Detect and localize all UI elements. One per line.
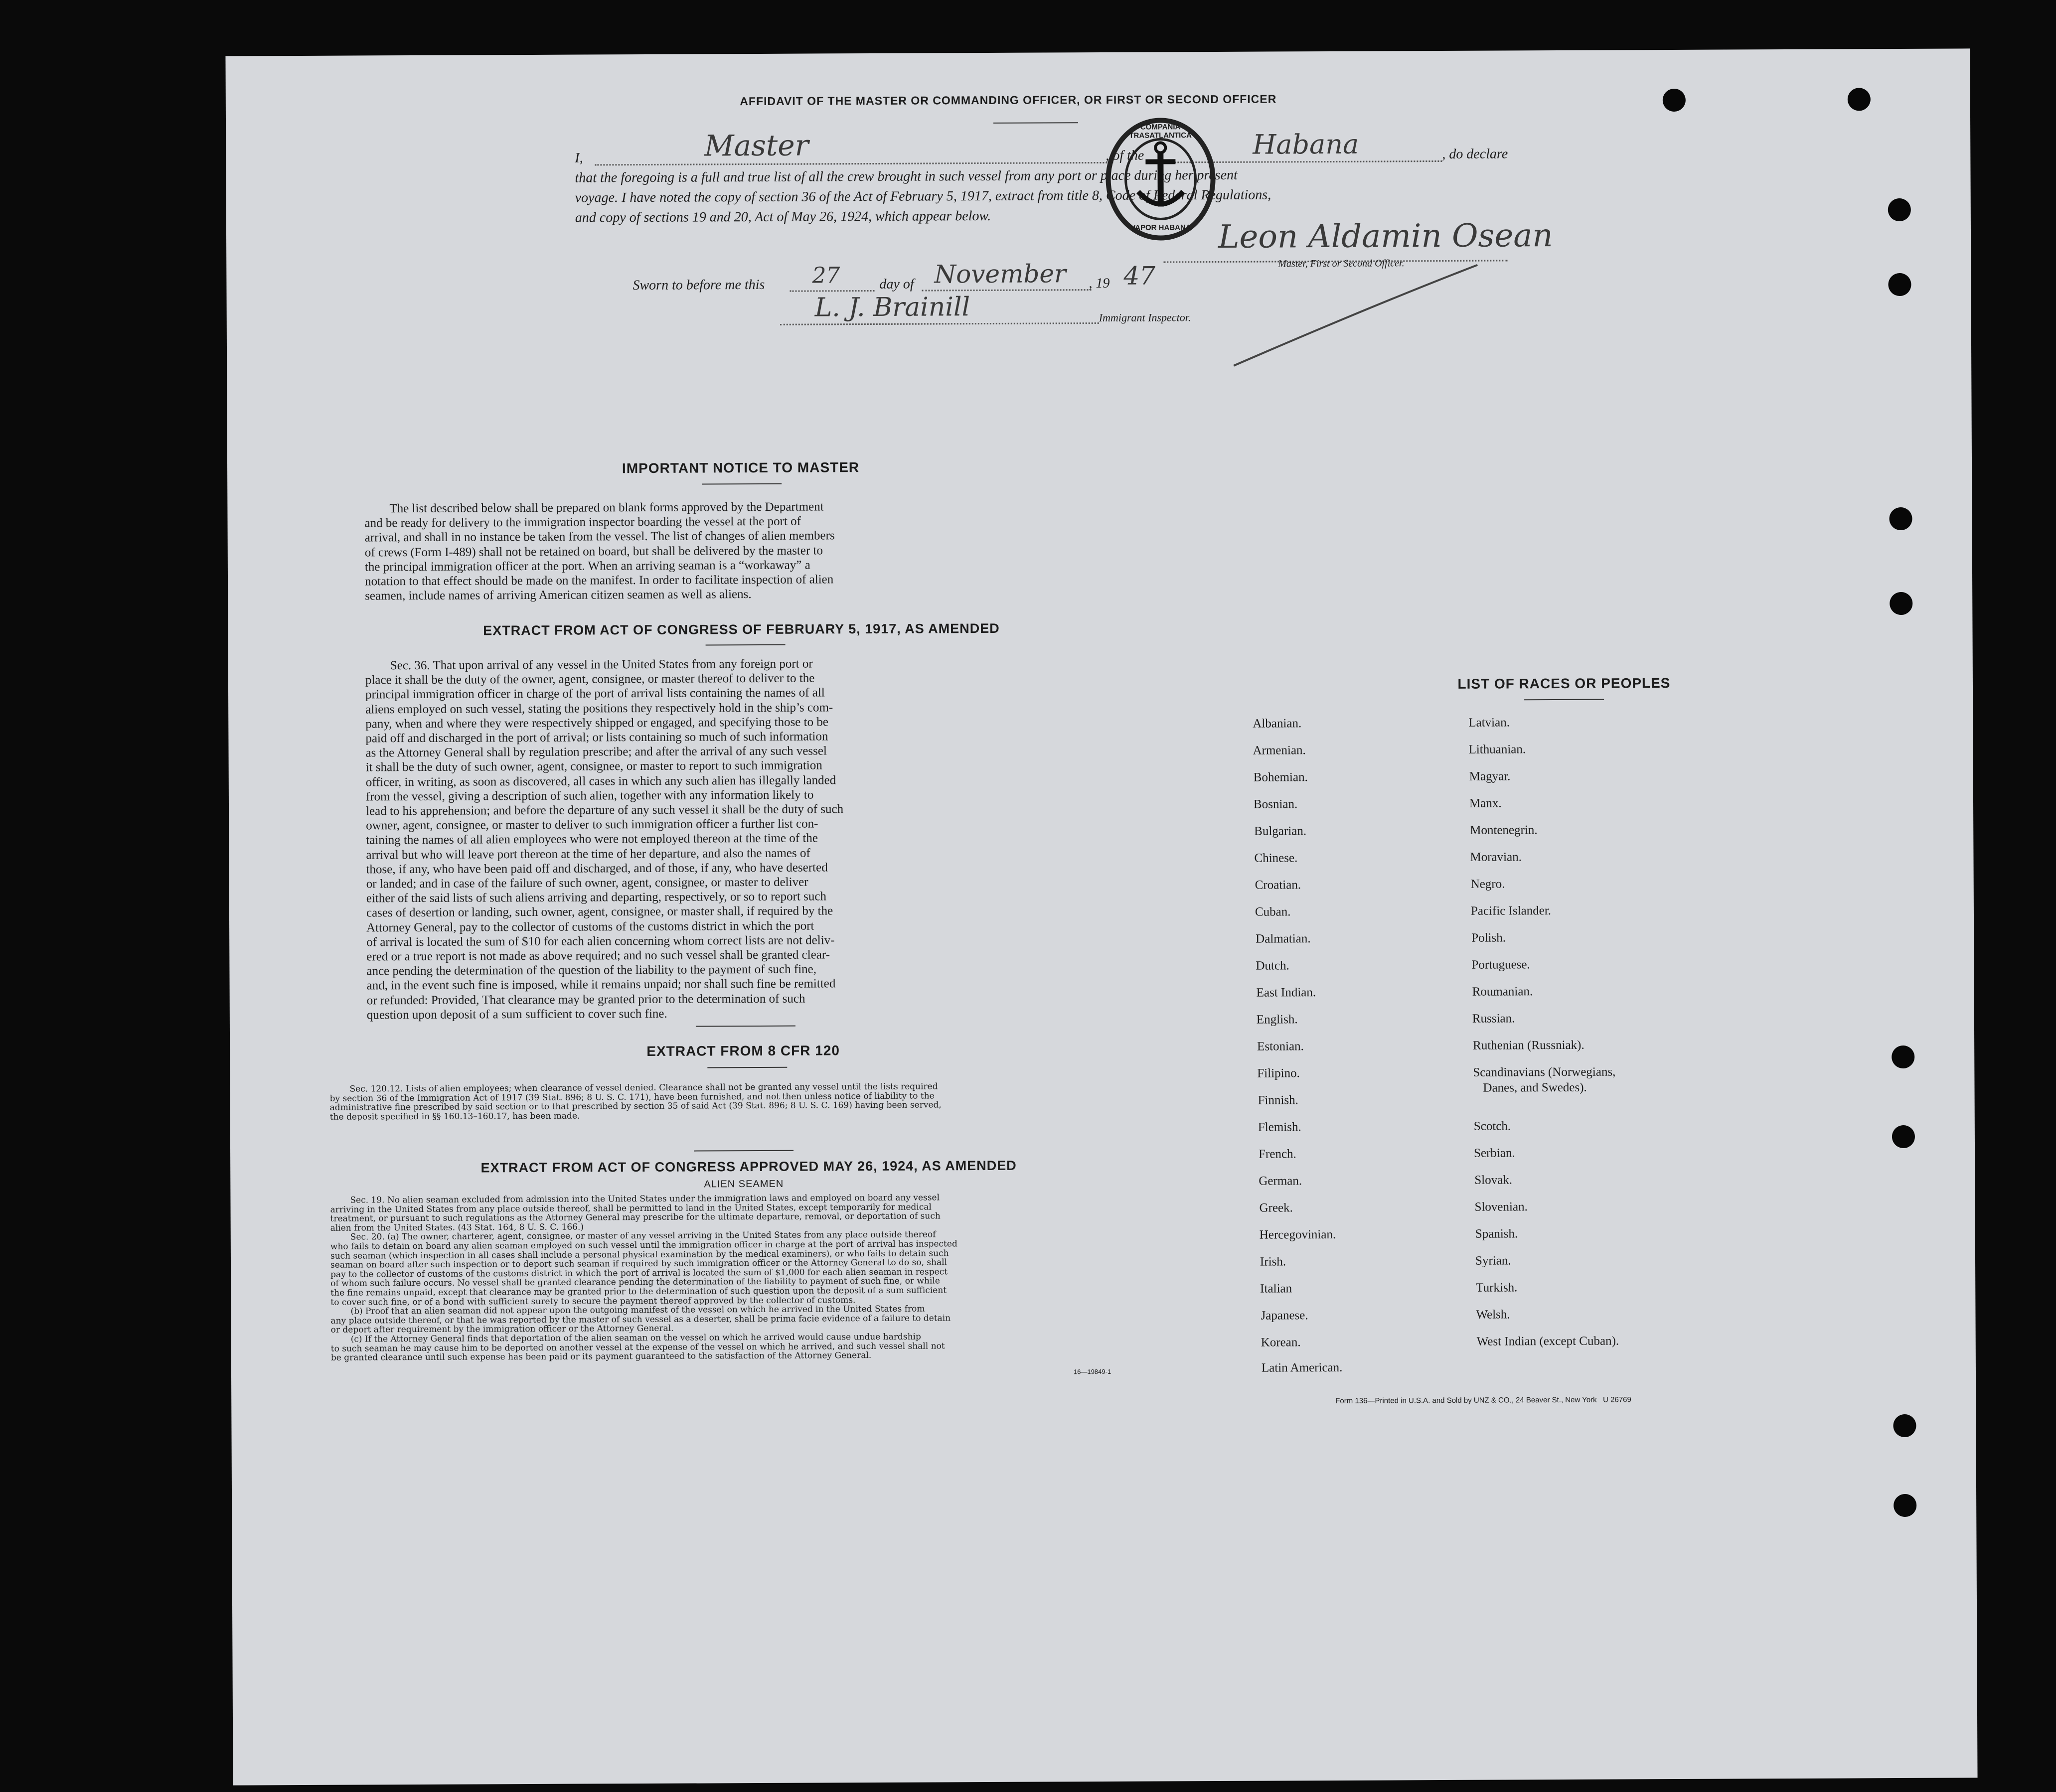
affidavit-line1-suffix: , do declare: [1442, 146, 1508, 162]
race-item: Irish.: [1260, 1255, 1286, 1269]
notice-line: notation to that effect should be made on the manifest. In order to facilitate inspection of alien: [364, 573, 834, 589]
divider: [694, 1150, 793, 1152]
extract-1924-body: [330, 1193, 1148, 1363]
extract-1924-title: EXTRACT FROM ACT OF CONGRESS APPROVED MAY 26, 1924, AS AMENDED: [480, 1158, 1017, 1176]
race-item: West Indian (except Cuban).: [1476, 1334, 1619, 1348]
extract-1924-line: or deport after requirement by the immigration officer or the Attorney General.: [330, 1324, 674, 1336]
form-footer: Form 136—Printed in U.S.A. and Sold by UNZ & CO., 24 Beaver St., New York U 26769: [1335, 1395, 1631, 1405]
divider: [1524, 699, 1604, 701]
extract-1917-line: as the Attorney General shall by regulation prescribe; and after the arrival of any such vessel: [365, 744, 827, 760]
race-item: Dutch.: [1256, 959, 1289, 973]
extract-1917-line: either of the said lists of such aliens arriving and departing, respectively, or so to report such: [366, 890, 827, 905]
punch-hole: [1893, 1414, 1916, 1437]
race-item: Korean.: [1261, 1336, 1301, 1349]
handwritten-month: November: [934, 259, 1067, 289]
divider: [706, 644, 786, 646]
notice-line: The list described below shall be prepared on blank forms approved by the Department: [389, 500, 824, 516]
affidavit-line4: and copy of sections 19 and 20, Act of May 26, 1924, which appear below.: [575, 208, 991, 226]
extract-1917-line: Sec. 36. That upon arrival of any vessel in the United States from any foreign port or: [390, 657, 813, 673]
name-blank: [595, 152, 1113, 166]
notice-line: of crews (Form I-489) shall not be retained on board, but shall be delivered by the master to: [364, 544, 823, 560]
extract-1924-line: any place outside thereof, or that he was reported by the master of such vessel as a deserter, shall be prima facie evidence of a failure to detain: [330, 1313, 951, 1326]
extract-cfr-line: Sec. 120.12. Lists of alien employees; when clearance of vessel denied. Clearance shall not be granted any vessel until the lists required: [349, 1081, 938, 1094]
divider: [702, 483, 782, 485]
race-item: Pacific Islander.: [1470, 904, 1552, 918]
race-item: English.: [1256, 1013, 1298, 1027]
punch-hole: [1892, 1125, 1915, 1148]
extract-1924-line: of whom such failure occurs. No vessel shall be granted clearance pending the determination of the liability to payment of such fine, or while: [330, 1276, 940, 1289]
inspector-signature: L. J. Brainill: [814, 292, 970, 323]
extract-1924-line: Sec. 19. No alien seaman excluded from admission into the United States under the immigration laws and employed on board any vessel: [350, 1193, 940, 1205]
race-item: Bosnian.: [1253, 797, 1298, 811]
divider: [993, 122, 1078, 124]
extract-1917-line: from the vessel, giving a description of such alien, together with any information likely to: [365, 788, 814, 804]
master-signature: Leon Aldamin Osean: [1218, 217, 1553, 256]
notice-line: the principal immigration officer at the port. When an arriving seaman is a “workaway” a: [364, 558, 810, 574]
notice-line: arrival, and shall in no instance be taken from the vessel. The list of changes of alien members: [364, 529, 835, 545]
race-item: Syrian.: [1475, 1254, 1511, 1268]
extract-1917-line: aliens employed on such vessel, stating the positions they respectively hold in the ship’s com-: [365, 700, 833, 717]
race-item: Welsh.: [1476, 1308, 1510, 1322]
affidavit-line1-of: , of the: [1106, 148, 1144, 163]
extract-1924-line: such seaman (which inspection in all cases shall include a personal physical examination by the medical examiners), or who fails to detain such: [330, 1248, 949, 1261]
extract-1917-line: arrival but who will leave port thereon at the time of her departure, and also the names of: [366, 846, 810, 862]
extract-cfr-line: the deposit specified in §§ 160.13–160.17, has been made.: [329, 1111, 580, 1122]
sworn-day-label: day of: [879, 276, 914, 292]
extract-1917-line: officer, in writing, as soon as discovered, all cases in which any such alien has illegally landed: [365, 773, 836, 789]
divider: [696, 1026, 795, 1027]
document-page: [225, 48, 1977, 1785]
handwritten-name: Master: [704, 128, 809, 163]
punch-hole: [1663, 89, 1686, 112]
extract-1917-title: EXTRACT FROM ACT OF CONGRESS OF FEBRUARY 5, 1917, AS AMENDED: [483, 620, 1000, 638]
extract-1917-line: and, in the event such fine is imposed, while it remains unpaid; nor shall such fine be remitted: [366, 977, 836, 993]
race-item: Negro.: [1470, 877, 1505, 891]
extract-1917-line: cases of desertion or landing, such owner, agent, consignee, or master shall, if required by the: [366, 904, 833, 920]
stamp-top-text: COMPAÑIA TRASATLANTICA: [1129, 123, 1192, 140]
race-item: Cuban.: [1255, 905, 1291, 919]
punch-hole: [1848, 88, 1871, 111]
affidavit-title: AFFIDAVIT OF THE MASTER OR COMMANDING OFFICER, OR FIRST OR SECOND OFFICER: [740, 92, 1277, 108]
race-item: Estonian.: [1257, 1040, 1304, 1053]
stamp-bottom-text: VAPOR HABANA: [1130, 223, 1191, 232]
extract-cfr-line: by section 36 of the Immigration Act of 1917 (39 Stat. 896; 8 U. S. C. 171), have been furnished, and not then unless notice of liability to the: [329, 1091, 935, 1104]
race-item: Montenegrin.: [1470, 823, 1538, 837]
divider: [707, 1067, 787, 1068]
extract-1924-line: treatment, or pursuant to such regulations as the Attorney General may prescribe for the ultimate departure, removal, or deportation of such: [330, 1211, 941, 1224]
extract-cfr-title: EXTRACT FROM 8 CFR 120: [646, 1043, 840, 1059]
race-item: Ruthenian (Russniak).: [1473, 1038, 1584, 1052]
extract-1924-line: who fails to detain on board any alien seaman employed on such vessel until the immigration officer in charge at the port of arrival has inspected: [330, 1239, 957, 1252]
handwritten-vessel: Habana: [1253, 128, 1359, 160]
race-item: Armenian.: [1253, 744, 1306, 757]
sworn-prefix: Sworn to before me this: [633, 277, 765, 294]
race-item: Turkish.: [1476, 1281, 1518, 1295]
extract-1917-line: principal immigration officer in charge of the port of arrival lists containing the names of all: [365, 686, 825, 702]
extract-1924-line: Sec. 20. (a) The owner, charterer, agent, consignee, or master of any vessel arriving in the United States from any place outside thereof: [350, 1229, 936, 1242]
extract-cfr-line: administrative fine prescribed by said section or to that prescribed by section 35 of said Act (39 Stat. 896; 8 U. S. C. 169) having been served,: [329, 1100, 942, 1113]
race-item: Croatian.: [1255, 878, 1301, 892]
extract-cfr-body: [329, 1081, 1142, 1122]
race-item: Scotch.: [1473, 1119, 1511, 1133]
inspector-label: Immigrant Inspector.: [1099, 311, 1191, 324]
race-item: Lithuanian.: [1468, 743, 1526, 756]
punch-hole: [1889, 507, 1912, 530]
race-item: Serbian.: [1474, 1146, 1515, 1160]
race-item: Finnish.: [1258, 1093, 1298, 1107]
extract-1924-line: (c) If the Attorney General finds that deportation of the alien seaman on the vessel on which he arrived would cause undue hardship: [350, 1332, 921, 1344]
extract-1917-line: question upon deposit of a sum sufficient to cover such fine.: [366, 1007, 667, 1022]
sworn-year-prefix: , 19: [1089, 275, 1110, 292]
extract-1924-line: the fine remains unpaid, except that clearance may be granted prior to the determination of such question upon the deposit of a sum sufficient: [330, 1285, 947, 1298]
extract-1917-line: Attorney General, pay to the collector of customs of the customs district in which the port: [366, 919, 814, 935]
race-item: Greek.: [1259, 1201, 1293, 1215]
race-item: Manx.: [1469, 796, 1502, 810]
race-item: East Indian.: [1256, 986, 1316, 1000]
race-item: Hercegovinian.: [1259, 1227, 1336, 1242]
race-item: Japanese.: [1261, 1309, 1308, 1323]
extract-1924-line: be granted clearance until such expense has been paid or its payment guaranteed to the satisfaction of the Attorney General.: [330, 1350, 872, 1363]
handwritten-year: 47: [1123, 261, 1156, 291]
handwritten-day: 27: [812, 263, 840, 289]
company-stamp: [1103, 117, 1218, 242]
extract-1917-line: or refunded: Provided, That clearance may be granted prior to the determination of such: [366, 992, 805, 1008]
affidavit-line3: voyage. I have noted the copy of section 36 of the Act of February 5, 1917, extract from title 8, Code of Federal Regulations,: [575, 187, 1271, 206]
race-item: Slovak.: [1474, 1173, 1513, 1187]
extract-1924-line: (b) Proof that an alien seaman did not appear upon the outgoing manifest of the vessel on which he arrived in the United States from: [350, 1304, 925, 1317]
extract-1917-line: pany, when and where they were respectively shipped or engaged, and specifying those to be: [365, 715, 828, 731]
notice-line: and be ready for delivery to the immigration inspector boarding the vessel at the port of: [364, 514, 801, 530]
punch-hole: [1888, 273, 1911, 296]
race-item: Flemish.: [1258, 1120, 1301, 1134]
extract-1917-line: lead to his apprehension; and before the departure of any such vessel it shall be the duty of such: [366, 802, 844, 818]
races-title: LIST OF RACES OR PEOPLES: [1457, 675, 1671, 692]
extract-1917-line: place it shall be the duty of the owner, agent, consignee, or master thereof to deliver to the: [365, 671, 815, 687]
race-item: Russian.: [1472, 1012, 1515, 1026]
race-item: Dalmatian.: [1256, 932, 1311, 946]
extract-1917-line: it shall be the duty of such owner, agent, consignee, or master to report to such immigration: [365, 758, 822, 774]
race-item: Polish.: [1471, 931, 1506, 945]
race-item: French.: [1259, 1147, 1296, 1161]
notice-line: seamen, include names of arriving American citizen seamen as well as aliens.: [365, 588, 752, 603]
race-item: Bohemian.: [1253, 770, 1308, 784]
punch-hole: [1890, 592, 1912, 615]
punch-hole: [1894, 1494, 1916, 1517]
affidavit-line1-prefix: I,: [575, 150, 583, 166]
race-item: Italian: [1260, 1282, 1292, 1296]
affidavit-line2: that the foregoing is a full and true list of all the crew brought in such vessel from any port or place during her present: [575, 167, 1238, 186]
race-item: Albanian.: [1253, 717, 1302, 731]
punch-hole: [1888, 198, 1911, 221]
extract-1917-line: of arrival is located the sum of $10 for each alien concerning whom correct lists are not deliv-: [366, 933, 835, 949]
race-item: Moravian.: [1470, 850, 1522, 864]
extract-1924-line: to such seaman he may cause him to be deported on another vessel at the expense of the vessel on which he arrived, and such vessel shall not: [330, 1341, 945, 1354]
race-item: Filipino.: [1257, 1066, 1300, 1080]
race-item: Danes, and Swedes).: [1483, 1080, 1587, 1095]
race-item: Slovenian.: [1474, 1200, 1528, 1214]
race-item: Latvian.: [1468, 716, 1510, 730]
extract-1917-line: or landed; and in case of the failure of such owner, agent, consignee, or master to deliver: [366, 875, 808, 891]
extract-1924-line: seaman on board after such inspection or to deport such seaman if required by such immigration officer or the Attorney General to do so, shall: [330, 1257, 948, 1270]
extract-1924-line: arriving in the United States from any place outside thereof, shall be permitted to land in the United States, except temporarily for medical: [330, 1202, 932, 1215]
notice-body: [364, 498, 1103, 603]
extract-1917-line: ance pending the determination of the question of the liability to the payment of such fine,: [366, 962, 817, 978]
signature-flourish: [1223, 260, 1483, 371]
extract-1917-line: taining the names of all alien employees who were not employed thereon at the time of the: [366, 831, 818, 847]
extract-1924-line: pay to the collector of customs of the customs district in which the port of arrival is located the sum of $1,000 for each alien seaman in respect: [330, 1267, 948, 1280]
extract-1917-line: those, if any, who have been paid off and discharged, and of those, if any, who have deserted: [366, 861, 828, 877]
extract-1924-code: 16—19849-1: [1073, 1367, 1111, 1376]
race-item: Chinese.: [1254, 851, 1298, 865]
extract-1917-line: ered or a true report is not made as above required; and no such vessel shall be granted clear-: [366, 948, 830, 964]
extract-1917-line: paid off and discharged in the port of arrival; or lists containing so much of such information: [365, 730, 828, 746]
race-item: Scandinavians (Norwegians,: [1473, 1065, 1616, 1079]
extract-1917-body: [365, 655, 1105, 1023]
race-item: Bulgarian.: [1254, 824, 1307, 838]
punch-hole: [1892, 1045, 1914, 1068]
extract-1917-line: owner, agent, consignee, or master to deliver to such immigration officer a further list con-: [366, 817, 818, 833]
extract-1924-line: alien from the United States. (43 Stat. 164, 8 U. S. C. 166.): [330, 1222, 584, 1233]
notice-title: IMPORTANT NOTICE TO MASTER: [622, 459, 860, 476]
signature-label: Master, First or Second Officer.: [1278, 258, 1405, 270]
race-item: German.: [1259, 1174, 1302, 1188]
extract-1924-subtitle: ALIEN SEAMEN: [704, 1178, 784, 1190]
race-item: Spanish.: [1475, 1227, 1518, 1241]
extract-1924-line: to cover such fine, or of a bond with sufficient surety to secure the payment thereof approved by the collector of customs.: [330, 1295, 856, 1308]
race-item: Magyar.: [1469, 769, 1511, 783]
race-item: Roumanian.: [1472, 985, 1533, 999]
race-item: Latin American.: [1261, 1360, 1343, 1375]
race-item: Portuguese.: [1471, 958, 1530, 972]
